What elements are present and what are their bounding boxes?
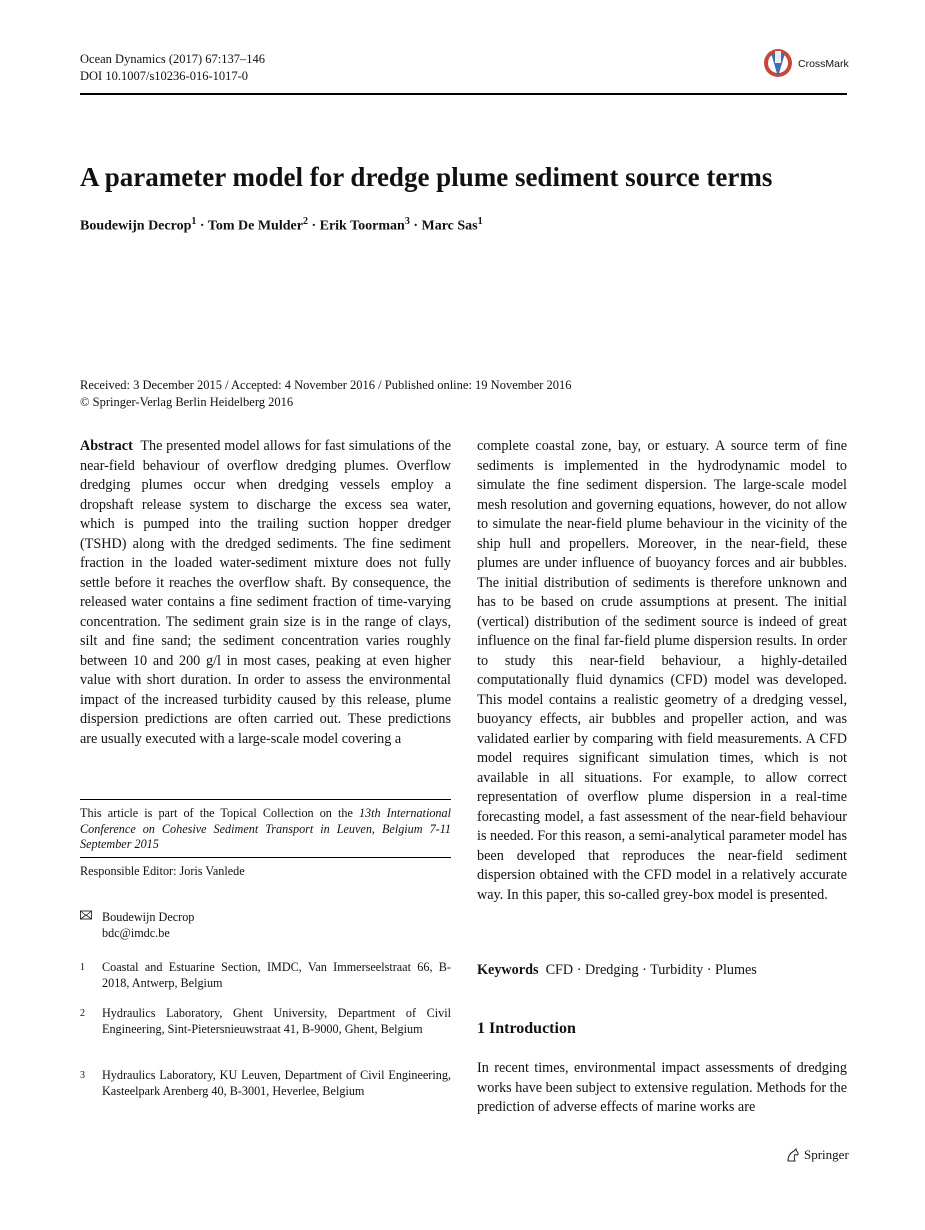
section-heading-introduction: 1 Introduction	[477, 1020, 576, 1037]
copyright-line: © Springer-Verlag Berlin Heidelberg 2016	[80, 395, 294, 409]
crossmark-label: CrossMark	[798, 58, 849, 70]
correspondence-block	[80, 910, 451, 942]
introduction-text: In recent times, environmental impact assessments of dredging works have been subject to extensive regulation. Methods for the prediction of adverse effects of marine works are	[477, 1060, 847, 1115]
footnote-rule	[80, 799, 451, 800]
abstract-right-column: complete coastal zone, bay, or estuary. A source term of fine sediments is implemented in the hydrodynamic model to simulate the fine sediment dispersion. The large-scale model mesh resolution and governing equations, however, do not allow to simulate the near-field plume behaviour in the vicinity of the ship hull and propellers. Moreover, in the near-field, these plumes are under influence of buoyancy forces and air bubbles. The initial distribution of sediments is therefore unknown and has to be based on crude assumptions at present. The initial (vertical) distribution of the sediment source is indeed of great influence on the final far-field plume dispersion results. In order to study this near-field behaviour, a highly-detailed computationally fluid dynamics (CFD) model was developed. This model contains a realistic geometry of a dredging vessel, buoyancy effects, air bubbles and propeller action, and was validated earlier by comparing with field measurements. A CFD model requires significant simulation times, which is not available in all situations. For example, to allow correct representation of overflow plume dispersion in a real-time forecasting model, a fast assessment of the near-field behaviour is needed. For this reason, a semi-analytical parameter model has been developed that reproduces the near-field sediment dispersion obtained with the CFD model in a relatively accurate way. In this paper, this so-called grey-box model is presented.	[477, 438, 847, 903]
affiliation-text: Hydraulics Laboratory, Ghent University, Department of Civil Engineering, Sint-Pietersnieuwstraat 41, B-9000, Ghent, Belgium	[102, 1006, 451, 1036]
author-name[interactable]: Boudewijn Decrop	[80, 218, 192, 234]
topical-collection-note	[80, 806, 451, 853]
header-rule	[80, 93, 847, 95]
author-separator: ·	[196, 218, 208, 234]
topical-note-conference: 13th International Conference on Cohesive Sediment Transport in Leuven, Belgium 7-11 September 2015	[80, 806, 451, 852]
author-name[interactable]: Marc Sas	[421, 218, 478, 234]
author-name[interactable]: Tom De Mulder	[207, 218, 303, 234]
author-affil-mark: 2	[302, 216, 308, 227]
doi-line[interactable]: DOI 10.1007/s10236-016-1017-0	[80, 69, 249, 83]
crossmark-badge[interactable]	[762, 47, 849, 81]
affiliation-number: 1	[80, 962, 85, 973]
topical-note-prefix: This article is part of the Topical Collection on the	[80, 806, 359, 820]
abstract-label: Abstract	[80, 438, 133, 454]
author-list	[80, 216, 483, 235]
abstract-left-column	[80, 437, 451, 749]
affiliation-number: 3	[80, 1070, 85, 1081]
affiliation-text: Hydraulics Laboratory, KU Leuven, Department of Civil Engineering, Kasteelpark Arenberg 40, B-3001, Heverlee, Belgium	[102, 1068, 451, 1098]
publication-dates	[80, 377, 572, 411]
keywords-label: Keywords	[477, 962, 539, 978]
affiliation-item	[80, 1068, 451, 1100]
journal-citation	[80, 51, 265, 85]
publisher-logo	[785, 1147, 849, 1163]
keywords-text: CFD · Dredging · Turbidity · Plumes	[545, 962, 757, 978]
author-separator: ·	[409, 218, 422, 234]
author-affil-mark: 1	[191, 216, 197, 227]
correspondence-name: Boudewijn Decrop	[102, 910, 195, 924]
keywords-line	[477, 962, 757, 979]
author-separator: ·	[307, 218, 320, 234]
affiliation-item	[80, 960, 451, 992]
abstract-text-left: The presented model allows for fast simulations of the near-field behaviour of overflow dredging plumes. Overflow dredging plumes occur when dredging vessels employ a dropshaft release system to discharge the excess sea water, which is pumped into the trailing suction hopper dredger (TSHD) along with the dredged sediments. The fine sediment fraction in the loaded water-sediment mixture does not fully settle before it reaches the overflow shaft. By consequence, the released water contains a fine sediment fraction of time-varying concentration. The sediment grain size is in the range of clays, silt and fine sand; the sediment concentration varies roughly between 10 and 200 g/l in most cases, peaking at even higher value with short duration. In order to assess the environmental impact of the increased turbidity caused by this release, plume dispersion predictions are often carried out. These predictions are usually executed with a large-scale model covering a	[80, 438, 452, 747]
author-affil-mark: 1	[477, 216, 483, 227]
author-affil-mark: 3	[404, 216, 410, 227]
article-title: A parameter model for dredge plume sediment source terms	[80, 162, 773, 192]
dates-line: Received: 3 December 2015 / Accepted: 4 November 2016 / Published online: 19 November 2016	[80, 378, 572, 392]
affiliation-item	[80, 1006, 451, 1038]
envelope-icon	[80, 910, 102, 942]
author-name[interactable]: Erik Toorman	[319, 218, 405, 234]
affiliation-text: Coastal and Estuarine Section, IMDC, Van Immerseelstraat 66, B-2018, Antwerp, Belgium	[102, 960, 451, 990]
journal-line: Ocean Dynamics (2017) 67:137–146	[80, 52, 266, 66]
publisher-name: Springer	[804, 1147, 849, 1162]
affiliation-number: 2	[80, 1008, 85, 1019]
correspondence-email[interactable]: bdc@imdc.be	[102, 925, 170, 940]
crossmark-icon	[762, 47, 794, 81]
responsible-editor: Responsible Editor: Joris Vanlede	[80, 864, 245, 878]
springer-horse-icon	[785, 1147, 801, 1163]
editor-rule	[80, 857, 451, 858]
